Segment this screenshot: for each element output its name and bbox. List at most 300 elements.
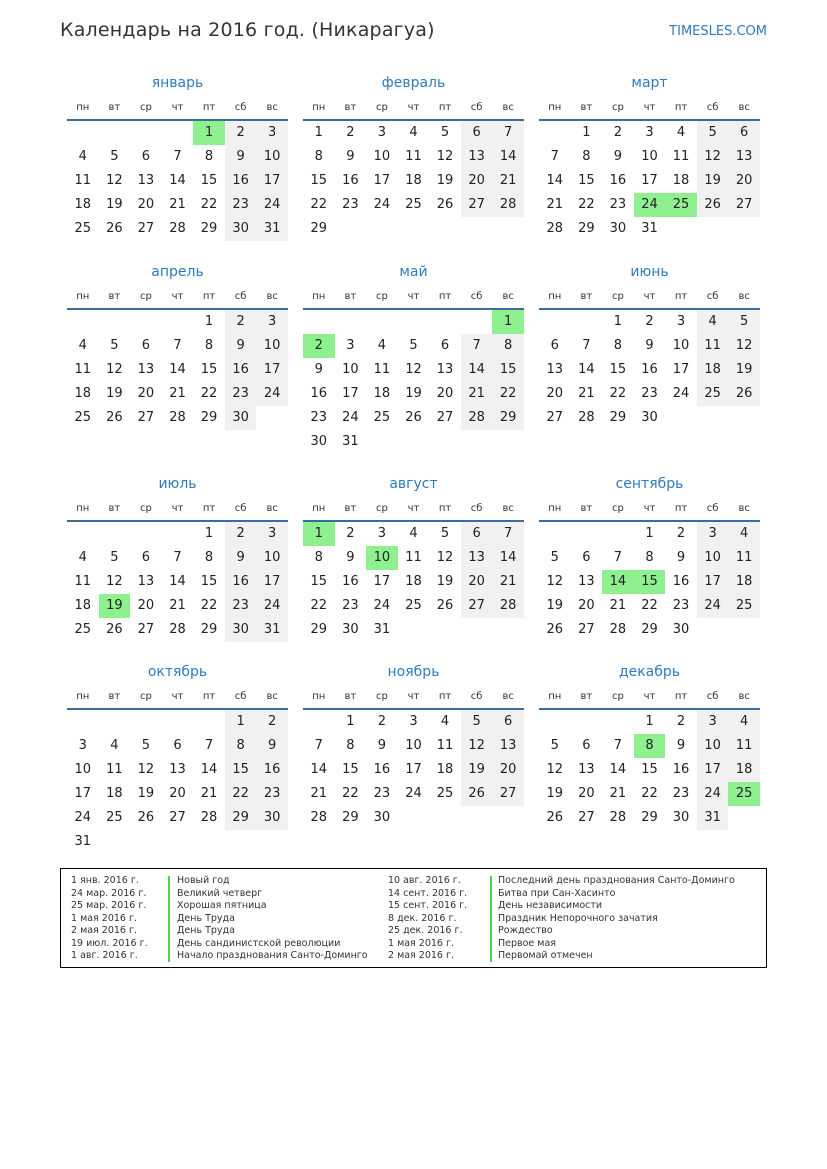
day-cell: 9 [256,734,288,758]
weekday-label: чт [407,102,420,113]
day-cell: 9 [314,362,323,377]
day-cell: 12 [728,334,760,358]
day-cell: 7 [204,738,214,753]
day-grid [539,522,760,642]
day-cell: 8 [492,334,524,358]
day-cell: 30 [225,406,257,430]
empty-cell [728,217,760,241]
day-cell: 28 [169,622,186,637]
weekday-label: вт [580,291,593,302]
day-cell: 19 [436,574,454,589]
empty-cell [193,710,225,734]
page-title: Календарь на 2016 год. (Никарагуа) [60,19,435,41]
day-cell: 2 [377,714,387,729]
day-cell: 25 [106,810,123,825]
weekday-label: пт [674,691,688,702]
weekday-label: вт [580,102,593,113]
day-cell: 8 [582,149,591,164]
day-cell: 18 [728,570,760,594]
day-cell: 13 [137,362,155,377]
day-cell: 28 [200,810,218,825]
holiday-day: 1 [303,522,335,546]
holiday-day: 24 [634,193,666,217]
day-cell: 27 [578,810,595,825]
day-cell: 26 [106,221,123,236]
day-cell: 26 [106,622,123,637]
empty-cell [99,710,131,734]
day-cell: 8 [314,149,323,164]
empty-cell [130,830,162,854]
legend-holiday-name: Начало празднования Санто-Доминго [177,950,368,961]
weekday-label: вс [266,503,278,514]
month-11 [303,658,524,830]
weekday-label: пт [674,102,688,113]
day-cell: 21 [609,598,627,613]
weekday-label: вс [502,291,514,302]
weekday-label: сб [470,291,483,302]
day-cell: 9 [346,550,355,565]
weekday-label: чт [643,691,656,702]
day-cell: 7 [613,738,623,753]
day-cell: 6 [461,522,493,546]
day-cell: 12 [546,762,564,777]
weekday-label: вт [108,102,121,113]
weekday-label: пт [438,691,452,702]
day-cell: 17 [256,570,288,594]
day-cell: 24 [672,386,690,401]
empty-cell [571,522,603,546]
holiday-day: 14 [602,570,634,594]
day-cell: 31 [74,834,92,849]
day-grid [303,522,524,642]
empty-cell [99,121,131,145]
day-cell: 20 [492,758,524,782]
day-cell: 12 [106,173,123,188]
day-cell: 16 [641,362,658,377]
day-cell: 4 [110,738,119,753]
day-cell: 22 [225,782,257,806]
day-cell: 20 [169,786,186,801]
day-cell: 12 [405,362,422,377]
day-cell: 28 [609,622,627,637]
day-cell: 16 [225,358,257,382]
day-cell: 24 [256,594,288,618]
holiday-day: 8 [634,734,666,758]
weekday-label: вт [344,291,357,302]
day-cell: 14 [461,358,493,382]
day-cell: 14 [546,173,564,188]
weekday-label: вс [502,503,514,514]
weekday-label: пн [548,291,562,302]
legend-date: 1 авг. 2016 г. [71,950,138,961]
day-cell: 16 [609,173,627,188]
weekday-label: вс [738,503,750,514]
day-cell: 1 [225,710,257,734]
day-cell: 12 [436,149,454,164]
legend-holiday-name: Битва при Сан-Хасинто [498,887,616,899]
day-cell: 30 [672,622,690,637]
day-cell: 25 [728,594,760,618]
month-2 [303,69,524,241]
day-cell: 13 [461,546,493,570]
day-cell: 23 [342,598,359,613]
weekday-label: сб [234,102,247,113]
weekday-label: ср [611,291,624,302]
empty-cell [366,310,398,334]
day-cell: 5 [550,550,559,565]
day-grid [539,710,760,830]
day-cell: 22 [200,197,218,212]
day-cell: 17 [641,173,658,188]
day-cell: 16 [672,574,690,589]
weekday-label: пт [202,102,216,113]
weekday-header [539,686,760,707]
weekday-label: вт [580,691,593,702]
day-cell: 23 [672,786,690,801]
weekday-label: ср [375,102,388,113]
day-cell: 9 [225,145,257,169]
day-cell: 8 [204,550,214,565]
day-cell: 27 [137,410,155,425]
day-cell: 29 [310,221,328,236]
day-cell: 3 [697,522,729,546]
month-4 [67,258,288,430]
day-cell: 31 [373,622,391,637]
day-cell: 17 [256,358,288,382]
day-cell: 14 [169,574,186,589]
day-cell: 6 [582,550,591,565]
empty-cell [193,830,225,854]
day-cell: 26 [546,810,564,825]
day-cell: 20 [137,598,155,613]
day-cell: 25 [697,382,729,406]
month-5 [303,258,524,454]
empty-cell [366,430,398,454]
legend-date: 1 мая 2016 г. [388,937,454,949]
site-link[interactable]: TIMESLES.COM [669,24,767,39]
day-cell: 4 [78,149,87,164]
day-cell: 4 [676,125,686,140]
empty-cell [303,710,335,734]
day-cell: 30 [641,410,658,425]
day-cell: 7 [461,334,493,358]
day-cell: 28 [169,410,186,425]
legend-holiday-name: Хорошая пятница [177,900,267,911]
day-cell: 2 [676,714,686,729]
day-cell: 16 [342,173,359,188]
day-cell: 5 [728,310,760,334]
day-cell: 24 [74,810,92,825]
weekday-label: вс [502,102,514,113]
holiday-day: 25 [728,782,760,806]
month-3 [539,69,760,241]
day-cell: 25 [436,786,454,801]
day-cell: 8 [645,550,654,565]
day-cell: 25 [74,221,92,236]
day-cell: 3 [676,314,686,329]
day-cell: 23 [609,197,627,212]
weekday-label: ср [611,102,624,113]
day-cell: 5 [110,338,119,353]
empty-cell [335,310,367,334]
day-cell: 20 [436,386,454,401]
day-cell: 11 [405,149,422,164]
day-cell: 30 [310,434,328,449]
day-cell: 21 [310,786,328,801]
day-cell: 9 [676,550,686,565]
legend-right-dates [388,875,467,963]
day-cell: 7 [492,121,524,145]
day-cell: 16 [672,762,690,777]
empty-cell [571,710,603,734]
month-name: июнь [630,264,669,280]
holiday-day: 2 [303,334,335,358]
legend-left-names [177,875,368,963]
weekday-label: чт [171,691,184,702]
day-cell: 26 [461,782,493,806]
day-cell: 6 [492,710,524,734]
day-cell: 20 [578,786,595,801]
day-cell: 15 [225,758,257,782]
day-cell: 18 [728,758,760,782]
day-cell: 6 [141,149,151,164]
day-cell: 21 [492,570,524,594]
day-cell: 27 [492,782,524,806]
day-cell: 8 [613,338,623,353]
legend-date: 2 мая 2016 г. [71,925,137,936]
weekday-header [303,97,524,118]
legend-date: 25 дек. 2016 г. [388,925,463,936]
day-cell: 12 [697,145,729,169]
day-cell: 17 [373,574,391,589]
day-cell: 4 [409,125,418,140]
day-cell: 11 [74,574,92,589]
empty-cell [539,121,571,145]
day-cell: 2 [613,125,623,140]
empty-cell [461,310,493,334]
day-cell: 28 [492,193,524,217]
day-cell: 15 [310,173,328,188]
day-cell: 17 [74,786,92,801]
legend-holiday-name: День Труда [177,925,235,936]
day-cell: 26 [137,810,155,825]
day-cell: 20 [546,386,564,401]
day-cell: 18 [106,786,123,801]
empty-cell [429,806,461,830]
empty-cell [461,618,493,642]
weekday-label: пт [674,291,688,302]
weekday-label: пн [548,102,562,113]
day-cell: 31 [342,434,359,449]
weekday-label: сб [706,291,719,302]
day-cell: 21 [169,386,186,401]
day-cell: 9 [346,149,355,164]
day-cell: 24 [373,197,391,212]
day-cell: 30 [256,806,288,830]
weekday-label: пн [76,503,90,514]
empty-cell [398,217,430,241]
weekday-label: сб [470,691,483,702]
day-cell: 14 [200,762,218,777]
day-cell: 19 [546,786,564,801]
day-cell: 14 [609,762,627,777]
weekday-label: вс [266,102,278,113]
legend-holiday-name: Новый год [177,875,230,886]
holiday-day: 1 [492,310,524,334]
day-cell: 25 [74,410,92,425]
day-cell: 30 [609,221,627,236]
empty-cell [492,430,524,454]
day-grid [303,710,524,830]
empty-cell [99,830,131,854]
day-cell: 19 [106,386,123,401]
day-grid [67,710,288,854]
day-cell: 29 [492,406,524,430]
day-cell: 22 [609,386,627,401]
empty-cell [461,430,493,454]
empty-cell [225,830,257,854]
empty-cell [429,217,461,241]
day-cell: 15 [641,762,658,777]
day-cell: 12 [106,574,123,589]
day-cell: 29 [200,221,218,236]
day-grid [303,121,524,241]
weekday-label: пт [438,291,452,302]
day-cell: 20 [137,386,155,401]
weekday-label: вс [738,291,750,302]
day-cell: 10 [256,546,288,570]
weekday-label: ср [611,691,624,702]
legend-left-marker [168,876,170,962]
day-cell: 9 [613,149,623,164]
weekday-label: сб [706,102,719,113]
weekday-label: пт [202,691,216,702]
day-cell: 24 [697,782,729,806]
day-cell: 29 [641,622,658,637]
day-cell: 4 [78,338,87,353]
day-cell: 5 [440,526,450,541]
day-cell: 27 [436,410,454,425]
day-cell: 17 [256,169,288,193]
empty-cell [728,806,760,830]
legend-right-names [498,875,735,963]
weekday-label: вс [738,102,750,113]
day-cell: 22 [310,197,328,212]
weekday-label: сб [234,691,247,702]
day-cell: 14 [492,145,524,169]
day-cell: 30 [373,810,391,825]
day-cell: 31 [641,221,658,236]
day-cell: 15 [200,574,218,589]
day-cell: 9 [225,546,257,570]
day-cell: 30 [225,618,257,642]
day-cell: 6 [461,121,493,145]
day-grid [67,522,288,642]
day-cell: 22 [200,386,218,401]
day-cell: 19 [697,169,729,193]
day-cell: 13 [578,574,595,589]
day-cell: 17 [373,173,391,188]
day-cell: 6 [141,338,151,353]
empty-cell [67,710,99,734]
day-cell: 21 [609,786,627,801]
legend-holiday-name: День Труда [177,912,235,924]
day-cell: 23 [310,410,328,425]
weekday-header [539,286,760,307]
day-cell: 7 [173,550,182,565]
day-cell: 19 [461,758,493,782]
day-cell: 19 [436,173,454,188]
empty-cell [398,310,430,334]
day-cell: 28 [546,221,564,236]
day-cell: 5 [110,149,119,164]
day-cell: 3 [256,310,288,334]
weekday-header [539,498,760,519]
month-name: декабрь [618,664,681,680]
day-cell: 29 [641,810,658,825]
month-1 [67,69,288,241]
day-cell: 4 [409,526,418,541]
day-cell: 8 [225,734,257,758]
day-cell: 15 [342,762,359,777]
day-cell: 21 [169,197,186,212]
day-cell: 20 [461,169,493,193]
day-cell: 17 [405,762,422,777]
legend-holiday-name: День независимости [498,900,603,911]
weekday-label: пн [76,691,90,702]
legend-date: 10 авг. 2016 г. [388,875,461,886]
day-cell: 10 [256,334,288,358]
day-cell: 3 [377,526,387,541]
day-cell: 11 [74,173,92,188]
day-cell: 3 [346,338,355,353]
day-cell: 1 [613,314,623,329]
weekday-label: ср [139,102,152,113]
day-cell: 16 [373,762,391,777]
month-name: февраль [381,75,446,91]
holiday-day: 10 [366,546,398,570]
weekday-label: ср [611,503,624,514]
day-cell: 4 [728,710,760,734]
day-cell: 10 [697,546,729,570]
day-cell: 26 [697,193,729,217]
day-cell: 28 [578,410,595,425]
day-cell: 21 [200,786,218,801]
empty-cell [665,217,697,241]
day-cell: 27 [169,810,186,825]
day-cell: 14 [169,362,186,377]
day-grid [67,121,288,241]
day-cell: 13 [492,734,524,758]
holiday-legend [60,868,767,968]
empty-cell [398,618,430,642]
day-cell: 15 [200,362,218,377]
day-cell: 23 [672,598,690,613]
day-cell: 12 [106,362,123,377]
weekday-label: вт [344,503,357,514]
day-cell: 25 [405,598,422,613]
day-cell: 23 [225,594,257,618]
day-cell: 30 [672,810,690,825]
day-cell: 20 [461,570,493,594]
month-6 [539,258,760,430]
day-cell: 12 [137,762,155,777]
weekday-label: вс [502,691,514,702]
day-cell: 23 [225,193,257,217]
day-cell: 18 [405,173,422,188]
day-cell: 26 [728,382,760,406]
day-cell: 23 [256,782,288,806]
